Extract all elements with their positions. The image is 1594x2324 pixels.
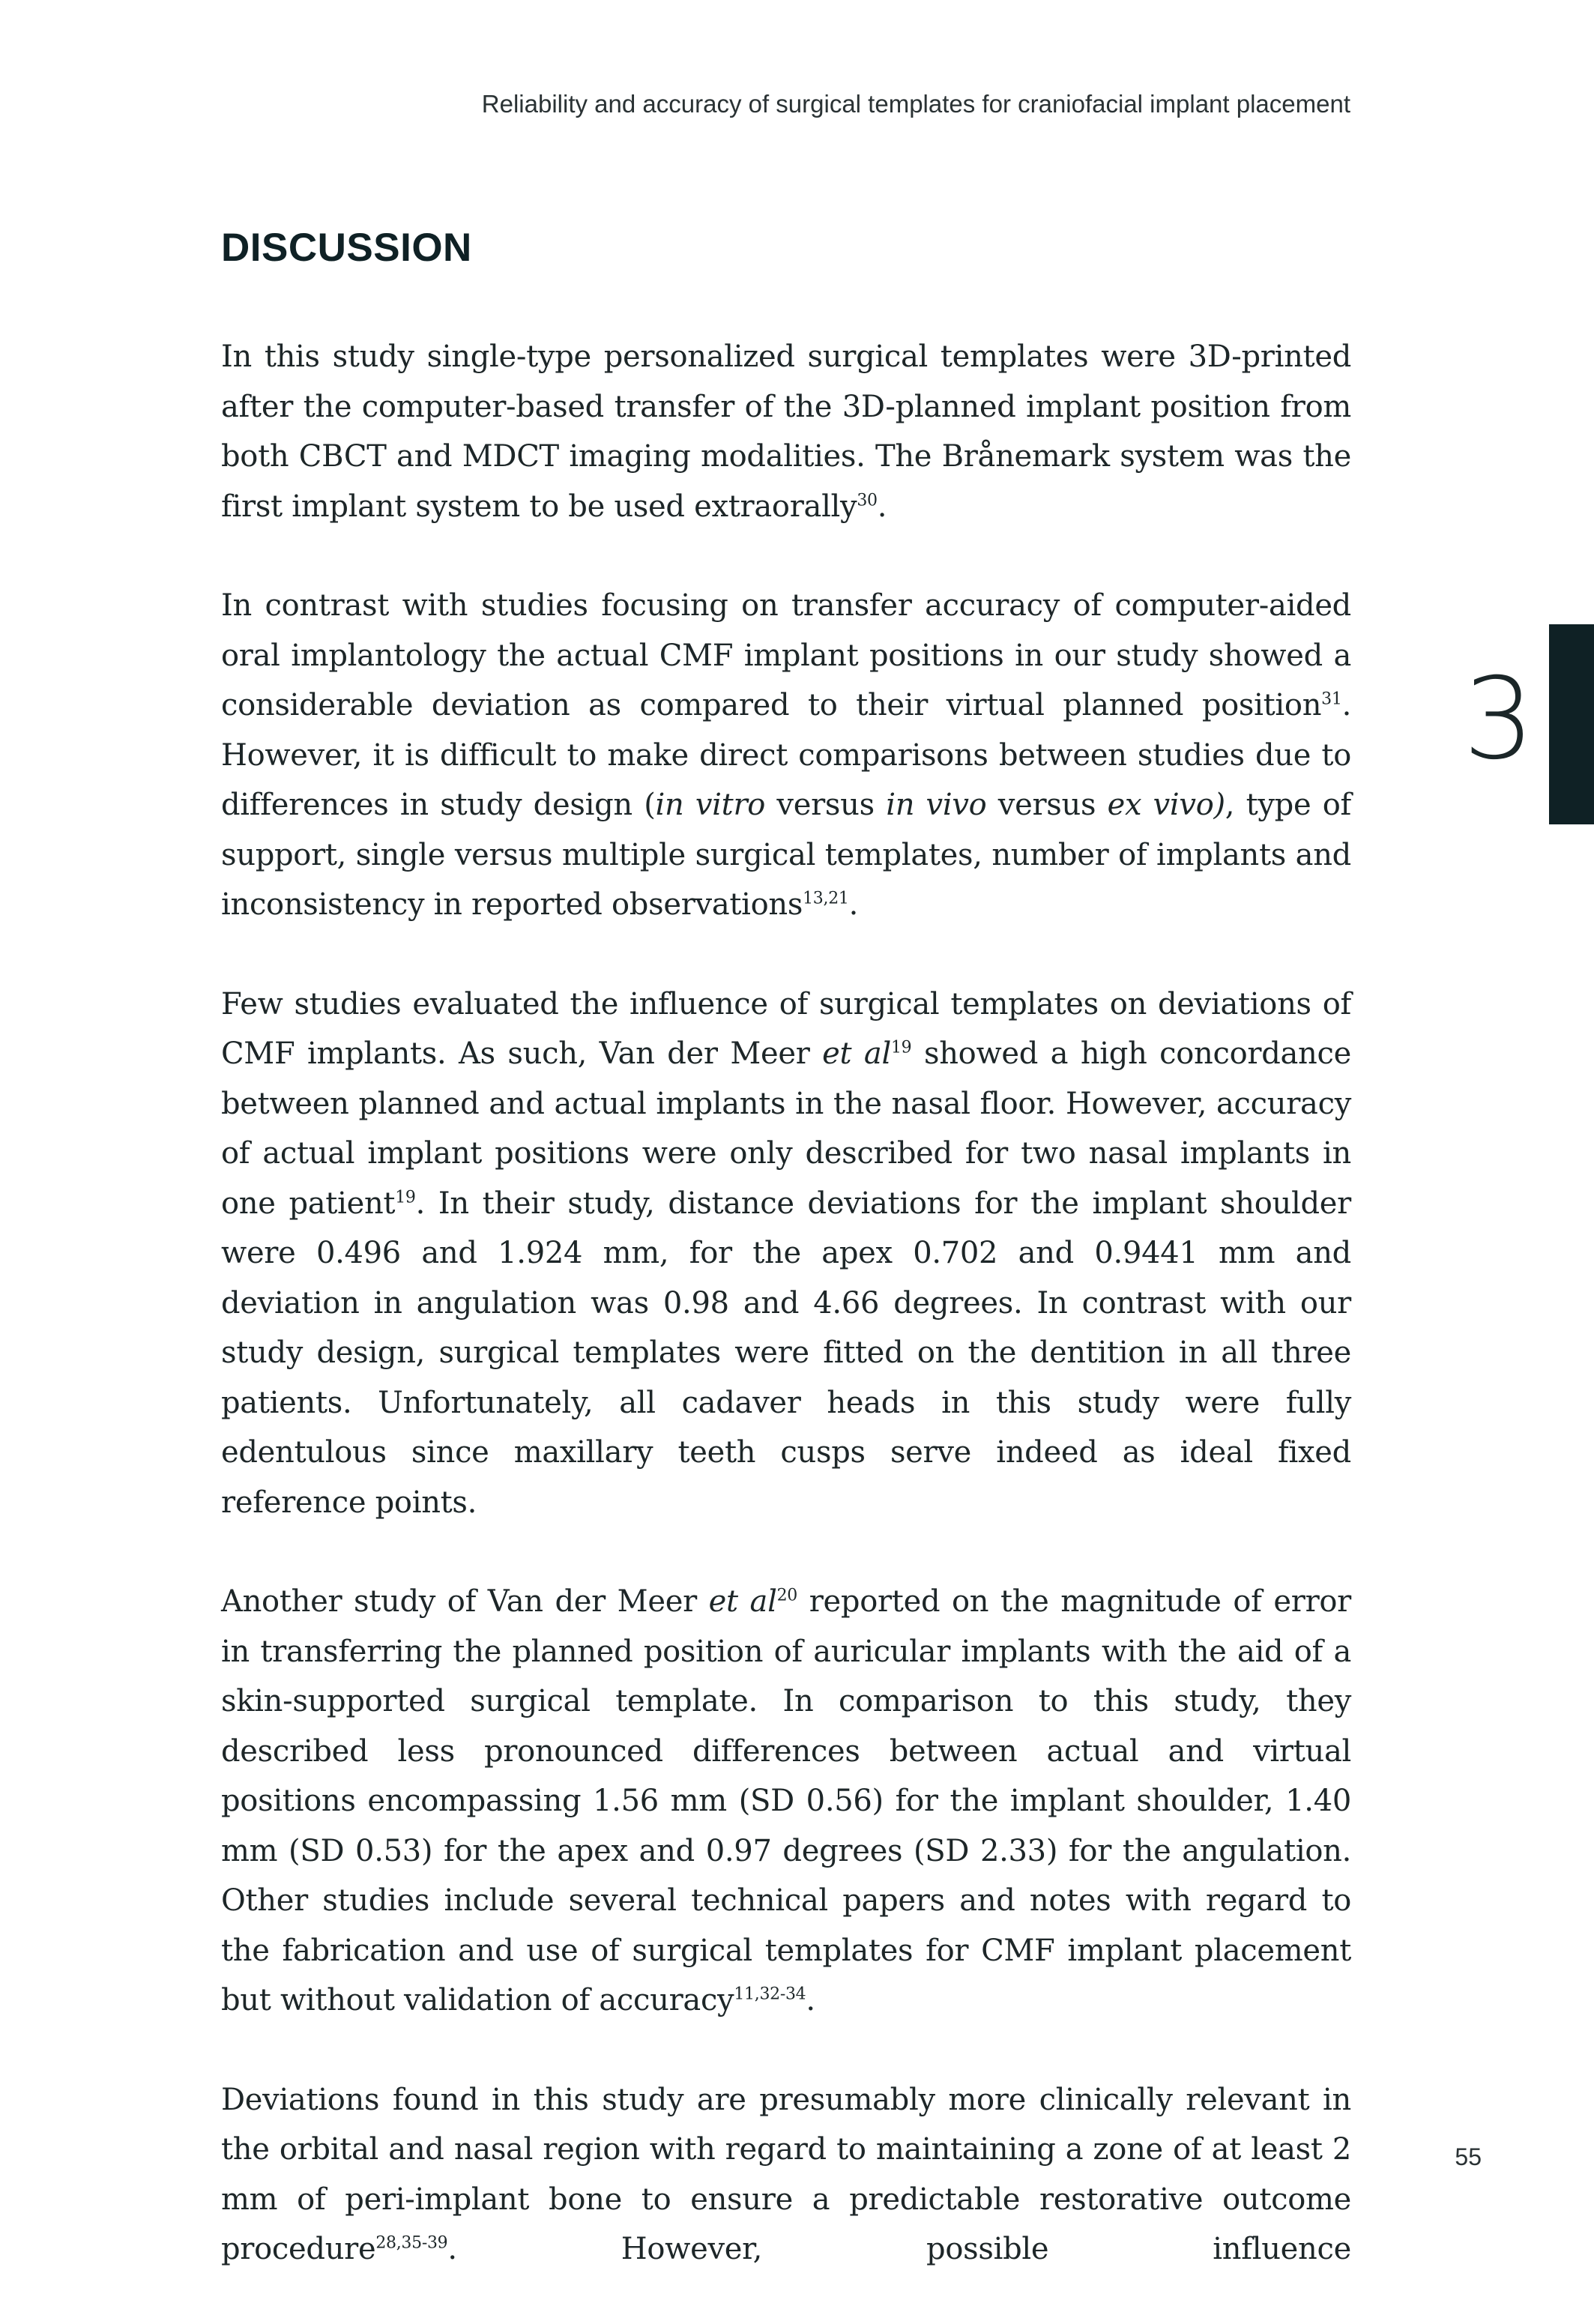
text-segment: showed a high concordance between planned and actual implants in the nasal floor. However, accuracy of actual implant positions were only described for two nasal implants in one patient [221, 1036, 1351, 1221]
text-segment: , type of support, single versus multiple surgical templates, number of implants and inconsistency in reported observations [221, 788, 1351, 922]
chapter-number: 3 [1463, 654, 1535, 785]
citation-superscript: 30 [857, 491, 878, 510]
paragraph [221, 1577, 1351, 2026]
text-segment: . However, it is difficult to make direct comparisons between studies due to differences in study design ( [221, 688, 1351, 822]
text-segment: Few studies evaluated the influence of surgical templates on deviations of CMF implants. As such, Van der Meer [221, 986, 1351, 1071]
chapter-tab [1549, 624, 1594, 824]
italic-text: in vivo [886, 788, 987, 822]
italic-text: in vitro [655, 788, 766, 822]
paragraph [221, 581, 1351, 930]
text-segment: . However, possible influence [447, 2232, 1351, 2266]
citation-superscript: 11,32-34 [734, 1985, 806, 2004]
text-segment: reported on the magnitude of error in transferring the planned position of auricular implants with the aid of a skin-supported surgical template. In comparison to this study, they described less pronounced differences between actual and virtual positions encompassing 1.56 mm (SD 0.56) for the implant shoulder, 1.40 mm (SD 0.53) for the apex and 0.97 degrees (SD 2.33) for the angulation. Other studies include several technical papers and notes with regard to the fabrication and use of surgical templates for CMF implant placement but without validation of accuracy [221, 1584, 1351, 2017]
text-segment: versus [986, 788, 1108, 822]
text-segment: In this study single-type personalized surgical templates were 3D-printed after the computer-based transfer of the 3D-planned implant position from both CBCT and MDCT imaging modalities. The Brånemark system was the first implant system to be used extraorally [221, 339, 1351, 524]
paragraph [221, 2075, 1351, 2275]
text-segment: versus [765, 788, 887, 822]
citation-superscript: 19 [395, 1188, 416, 1207]
citation-superscript: 28,35-39 [375, 2233, 448, 2253]
citation-superscript: 19 [890, 1038, 912, 1057]
citation-superscript: 13,21 [803, 889, 849, 908]
paragraph [221, 980, 1351, 1528]
page-number: 55 [1455, 2143, 1482, 2170]
text-segment: Another study of Van der Meer [221, 1584, 709, 1619]
italic-text: ex vivo) [1107, 788, 1225, 822]
body-text [221, 332, 1351, 2324]
text-segment: . In their study, distance deviations for the implant shoulder were 0.496 and 1.924 mm, for the apex 0.702 and 0.9441 mm and deviation in angulation was 0.98 and 4.66 degrees. In contrast with our study design, surgical templates were fitted on the dentition in all three patients. Unfortunately, all cadaver heads in this study were fully edentulous since maxillary teeth cusps serve indeed as ideal fixed reference points. [221, 1186, 1351, 1520]
italic-text: et al [822, 1036, 891, 1071]
paragraph [221, 332, 1351, 531]
text-segment: . [877, 489, 887, 524]
text-segment: . [848, 887, 859, 922]
running-header: Reliability and accuracy of surgical templates for craniofacial implant placement [481, 90, 1350, 118]
text-segment: . [806, 1983, 815, 2017]
text-segment: In contrast with studies focusing on transfer accuracy of computer-aided oral implantology the actual CMF implant positions in our study showed a considerable deviation as compared to their virtual planned position [221, 588, 1351, 722]
citation-superscript: 20 [776, 1586, 797, 1605]
italic-text: et al [708, 1584, 777, 1619]
text-segment: Deviations found in this study are presumably more clinically relevant in the orbital and nasal region with regard to maintaining a zone of at least 2 mm of peri-implant bone to ensure a predictable restorative outcome procedure [221, 2082, 1351, 2266]
citation-superscript: 31 [1321, 689, 1342, 709]
section-heading: DISCUSSION [221, 226, 472, 270]
